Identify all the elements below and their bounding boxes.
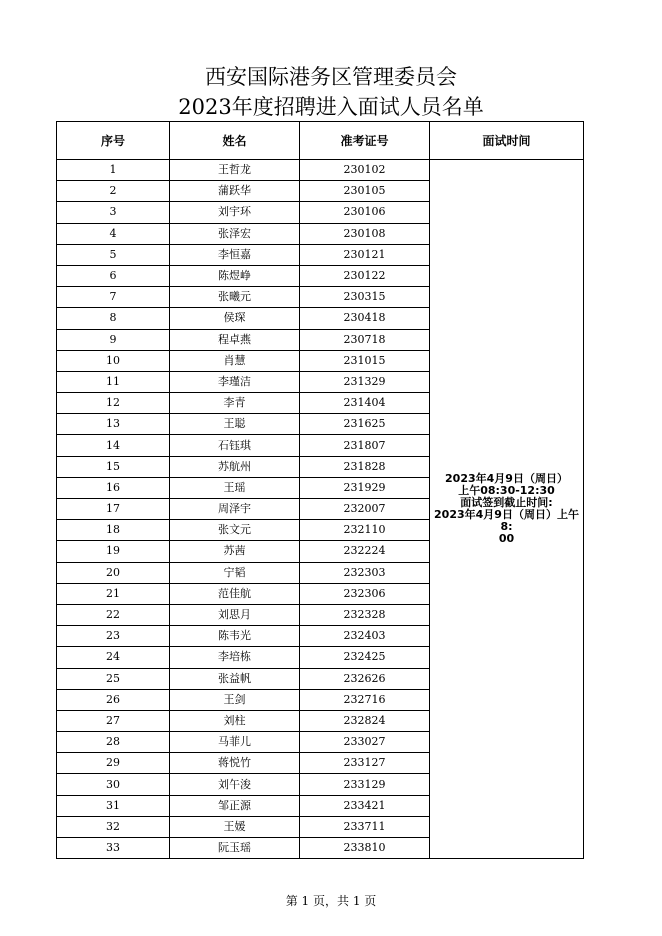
cell-number: 15	[57, 456, 170, 477]
header-number: 序号	[57, 122, 170, 160]
cell-exam-id: 232328	[300, 604, 430, 625]
cell-number: 20	[57, 562, 170, 583]
cell-name: 张益帆	[170, 668, 300, 689]
cell-name: 周泽宇	[170, 499, 300, 520]
cell-name: 马菲儿	[170, 732, 300, 753]
cell-number: 8	[57, 308, 170, 329]
cell-exam-id: 231625	[300, 414, 430, 435]
cell-exam-id: 231929	[300, 477, 430, 498]
cell-number: 33	[57, 838, 170, 859]
table-header-row	[57, 122, 584, 160]
cell-number: 1	[57, 160, 170, 181]
cell-number: 7	[57, 287, 170, 308]
cell-number: 2	[57, 181, 170, 202]
cell-number: 28	[57, 732, 170, 753]
cell-number: 3	[57, 202, 170, 223]
cell-exam-id: 230108	[300, 223, 430, 244]
cell-name: 蒲跃华	[170, 181, 300, 202]
cell-exam-id: 232403	[300, 626, 430, 647]
cell-number: 31	[57, 795, 170, 816]
table-body	[57, 160, 584, 859]
cell-exam-id: 232224	[300, 541, 430, 562]
cell-number: 4	[57, 223, 170, 244]
cell-number: 9	[57, 329, 170, 350]
cell-number: 14	[57, 435, 170, 456]
cell-number: 27	[57, 710, 170, 731]
cell-name: 程卓燕	[170, 329, 300, 350]
cell-number: 32	[57, 816, 170, 837]
cell-number: 16	[57, 477, 170, 498]
cell-name: 陈煜峥	[170, 265, 300, 286]
cell-exam-id: 230315	[300, 287, 430, 308]
cell-exam-id: 233127	[300, 753, 430, 774]
cell-name: 刘柱	[170, 710, 300, 731]
cell-name: 李培栋	[170, 647, 300, 668]
cell-name: 李瑾洁	[170, 371, 300, 392]
cell-number: 10	[57, 350, 170, 371]
cell-name: 石钰琪	[170, 435, 300, 456]
cell-number: 21	[57, 583, 170, 604]
cell-exam-id: 231329	[300, 371, 430, 392]
cell-exam-id: 230106	[300, 202, 430, 223]
cell-interview-time: 2023年4月9日（周日） 上午08:30-12:30 面试签到截止时间: 2023年4月9日（周日）上午8: 00	[430, 160, 584, 859]
cell-name: 阮玉瑶	[170, 838, 300, 859]
cell-exam-id: 230718	[300, 329, 430, 350]
cell-name: 肖慧	[170, 350, 300, 371]
cell-number: 18	[57, 520, 170, 541]
document-title: 西安国际港务区管理委员会	[205, 65, 457, 89]
cell-number: 30	[57, 774, 170, 795]
cell-exam-id: 231404	[300, 393, 430, 414]
table-row	[57, 160, 584, 181]
cell-name: 王哲龙	[170, 160, 300, 181]
cell-name: 刘思月	[170, 604, 300, 625]
cell-name: 侯琛	[170, 308, 300, 329]
candidate-table	[56, 121, 584, 859]
cell-exam-id: 231015	[300, 350, 430, 371]
document-subtitle: 2023年度招聘进入面试人员名单	[178, 95, 484, 119]
cell-name: 范佳航	[170, 583, 300, 604]
cell-number: 12	[57, 393, 170, 414]
cell-number: 29	[57, 753, 170, 774]
cell-exam-id: 233129	[300, 774, 430, 795]
header-name: 姓名	[170, 122, 300, 160]
cell-exam-id: 233711	[300, 816, 430, 837]
cell-exam-id: 232824	[300, 710, 430, 731]
cell-number: 22	[57, 604, 170, 625]
cell-name: 王聪	[170, 414, 300, 435]
cell-exam-id: 232626	[300, 668, 430, 689]
cell-name: 邹正源	[170, 795, 300, 816]
cell-name: 蒋悦竹	[170, 753, 300, 774]
cell-name: 张泽宏	[170, 223, 300, 244]
cell-name: 李青	[170, 393, 300, 414]
cell-name: 王瑶	[170, 477, 300, 498]
cell-exam-id: 230418	[300, 308, 430, 329]
cell-exam-id: 233810	[300, 838, 430, 859]
header-interview-time: 面试时间	[430, 122, 584, 160]
cell-name: 刘午浚	[170, 774, 300, 795]
cell-name: 张曦元	[170, 287, 300, 308]
cell-exam-id: 231828	[300, 456, 430, 477]
cell-number: 11	[57, 371, 170, 392]
header-exam-id: 准考证号	[300, 122, 430, 160]
cell-number: 17	[57, 499, 170, 520]
cell-name: 张文元	[170, 520, 300, 541]
page-footer: 第 1 页，共 1 页	[285, 894, 377, 908]
cell-exam-id: 230105	[300, 181, 430, 202]
cell-number: 23	[57, 626, 170, 647]
cell-exam-id: 232007	[300, 499, 430, 520]
cell-exam-id: 230102	[300, 160, 430, 181]
cell-exam-id: 232303	[300, 562, 430, 583]
cell-exam-id: 231807	[300, 435, 430, 456]
cell-name: 苏茜	[170, 541, 300, 562]
cell-name: 宁韬	[170, 562, 300, 583]
cell-exam-id: 230121	[300, 244, 430, 265]
cell-name: 刘宇环	[170, 202, 300, 223]
cell-exam-id: 233027	[300, 732, 430, 753]
cell-number: 5	[57, 244, 170, 265]
cell-exam-id: 232716	[300, 689, 430, 710]
cell-number: 19	[57, 541, 170, 562]
cell-exam-id: 232306	[300, 583, 430, 604]
cell-number: 13	[57, 414, 170, 435]
cell-name: 苏航州	[170, 456, 300, 477]
cell-number: 25	[57, 668, 170, 689]
cell-number: 24	[57, 647, 170, 668]
cell-name: 王剑	[170, 689, 300, 710]
cell-name: 陈韦光	[170, 626, 300, 647]
cell-number: 6	[57, 265, 170, 286]
cell-exam-id: 232425	[300, 647, 430, 668]
cell-exam-id: 233421	[300, 795, 430, 816]
cell-name: 王媛	[170, 816, 300, 837]
cell-name: 李恒嘉	[170, 244, 300, 265]
cell-exam-id: 232110	[300, 520, 430, 541]
cell-exam-id: 230122	[300, 265, 430, 286]
cell-number: 26	[57, 689, 170, 710]
